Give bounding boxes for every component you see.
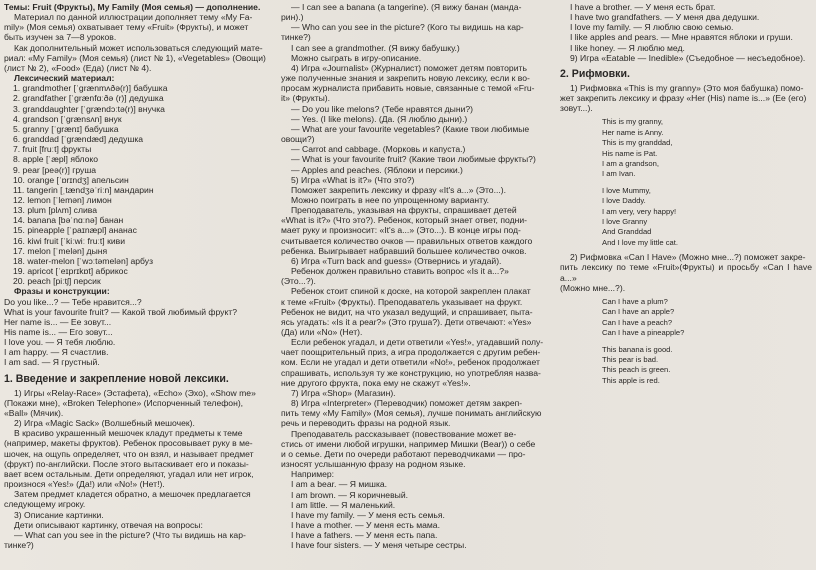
vocab-item: 15. pineapple [ˈpaɪnæpl] ананас	[13, 225, 137, 236]
poem-line: This pear is bad.	[602, 354, 659, 364]
text-line: I love my family. — Я люблю свою семью.	[570, 22, 734, 33]
poem-line: And Granddad	[602, 227, 652, 237]
text-line: произнося «Yes!» (Да!) или «No!» (Нет!).	[4, 479, 165, 490]
poem-line: I am a grandson,	[602, 159, 659, 169]
vocab-item: 13. plum [plʌm] слива	[13, 205, 98, 216]
poem-line: This is my granddad,	[602, 138, 673, 148]
text-line: чает поощрительный приз, а игра продолжается с другим ребен-	[281, 347, 541, 358]
text-line: 9) Игра «Eatable — Inedible» (Съедобное — несъедобное).	[570, 52, 806, 63]
text-line: шочек, на ощупь определяет, что он взял, и называет предмет	[4, 448, 254, 459]
poem-line: I am Ivan.	[602, 169, 636, 179]
text-line: I am brown. — Я коричневый.	[291, 489, 409, 500]
text-line: и о семье. Дети по очереди работают переводчиками — про-	[281, 448, 526, 459]
vocab-item: 10. orange [ˈɒrɪndʒ] апельсин	[13, 174, 129, 185]
vocab-item: 20. peach [piːtʃ] персик	[13, 276, 101, 287]
text-line: зовут...).	[560, 103, 593, 114]
vocab-item: 4. grandson [ˈgrænsʌn] внук	[13, 113, 122, 124]
text-line: износят услышанную фразу на родном языке.	[281, 459, 466, 470]
intro-line: Материал по данной иллюстрации дополняет тему «My Fa-	[14, 12, 253, 23]
intro-line: быть изучен за 7—8 уроков.	[4, 32, 117, 43]
text-line: тинке?)	[281, 32, 311, 43]
text-line: (фрукт) по-английски. После этого вытаскивает его и показы-	[4, 458, 249, 469]
vocab-item: 19. apricot [ˈeɪprɪkɒt] абрикос	[13, 266, 128, 277]
text-line: мает руку и произносит: «It's a...» (Это...). В конце игры под-	[281, 225, 521, 236]
text-line: — What are your favourite vegetables? (Какие твои любимые	[291, 123, 530, 134]
text-line: ребенка. Выигрывает набравший большее количество очков.	[281, 245, 527, 256]
poem-this-is-my-granny	[560, 117, 812, 248]
poem-line: His name is Pat.	[602, 148, 658, 158]
intro-line: (лист № 2), «Food» (Еда) (лист № 4).	[4, 62, 152, 73]
intro-line: Как дополнительный может использоваться следующий мате-	[14, 42, 263, 53]
text-line: I have a brother. — У меня есть брат.	[570, 2, 716, 12]
vocab-item: 2. grandfather [ˈgrænfɑːðə (r)] дедушка	[13, 93, 164, 104]
text-line: Преподаватель рассказывает (повествование может ве-	[291, 428, 517, 439]
text-line: овощи?)	[281, 134, 315, 145]
text-line: I have my family. — У меня есть семья.	[291, 509, 445, 520]
text-line: I am a bear. — Я мишка.	[291, 479, 388, 490]
vocab-item: 17. melon [ˈmelən] дыня	[13, 245, 108, 256]
vocab-item: 6. granddad [ˈgrændæd] дедушка	[13, 134, 144, 145]
poem-line: I love Granny	[602, 217, 648, 227]
poem-line: This banana is good.	[602, 344, 673, 354]
text-line: (Можно мне...?).	[560, 282, 626, 293]
text-line: пить лексику по теме «Fruit»(Фрукты) и просьбу «Can I have a...»	[560, 262, 812, 283]
phrases-list	[4, 297, 272, 368]
text-line: спрашивать, используя ту же конструкцию, но употребляя назва-	[281, 367, 541, 378]
text-line: ком. Если не угадал и дети ответили «No!», ребенок продолжает	[281, 357, 540, 368]
text-line: 5) Игра «What is it?» (Что это?)	[291, 174, 415, 185]
intro-block	[4, 2, 272, 73]
text-line: — Who can you see in the picture? (Кого ты видишь на кар-	[291, 22, 524, 33]
vocab-item: 7. fruit [fruːt] фрукты	[13, 144, 92, 155]
text-line: — Carrot and cabbage. (Морковь и капуста.)	[291, 144, 466, 155]
text-line: Если ребенок угадал, и дети ответили «Yes!», угадавший полу-	[291, 337, 544, 348]
text-line: 4) Игра «Journalist» (Журналист) поможет детям повторить	[291, 62, 527, 73]
intro-line: риал: «My Family» (Моя семья) (лист № 1), «Vegetables» (Овощи)	[4, 52, 266, 63]
phrases-heading: Фразы и конструкции:	[14, 286, 110, 297]
text-line: считывается количество очков — правильных ответов каждого	[281, 235, 533, 246]
column-left	[4, 2, 272, 550]
phrase-item: What is your favourite fruit? — Какой твой любимый фрукт?	[4, 306, 238, 317]
text-line: речь и переводить фразы на родной язык.	[281, 418, 451, 429]
text-line: Поможет закрепить лексику и фразу «It's a...» (Это...).	[291, 184, 507, 195]
text-line: — Apples and peaches. (Яблоки и персики.)	[291, 164, 463, 175]
text-line: вает всем остальным. Дети определяют, угадал или нет игрок,	[4, 468, 254, 479]
text-line: уже полученные знания и закрепить новую лексику, если к во-	[281, 73, 530, 84]
text-line: Можно поиграть в нее по упрощенному варианту.	[291, 194, 490, 205]
vocab-item: 11. tangerin [ˌtændʒəˈriːn] мандарин	[13, 184, 154, 195]
text-line: 3) Описание картинки.	[14, 509, 104, 520]
poem-line: Her name is Anny.	[602, 127, 664, 137]
text-line: 1) Игры «Relay-Race» (Эстафета), «Echo» (Эхо), «Show me»	[14, 387, 256, 398]
text-line: В красиво украшенный мешочек кладут предметы к теме	[14, 428, 243, 439]
text-line: I like apples and pears. — Мне нравятся яблоки и груши.	[570, 32, 793, 43]
text-line: — Do you like melons? (Тебе нравятся дыни?)	[291, 103, 474, 114]
poem-line: This is my granny,	[602, 117, 664, 127]
text-line: I like honey. — Я люблю мед.	[570, 42, 685, 53]
text-line: Затем предмет кладется обратно, а мешочек предлагается	[14, 489, 251, 500]
text-line: «Ball» (Мячик).	[4, 407, 64, 418]
poem-line: Can I have a plum?	[602, 296, 668, 306]
poem-line: I am very, very happy!	[602, 206, 677, 216]
text-line: жет закрепить лексику и фразу «Her (His) name is...» (Ее (его)	[560, 93, 807, 104]
text-line: рин).)	[281, 12, 304, 23]
text-line: Например:	[291, 469, 335, 480]
text-line: (Да) или «No» (Нет).	[281, 327, 363, 337]
poem-can-i-have	[560, 297, 812, 386]
column-right	[560, 2, 812, 386]
text-line: 7) Игра «Shop» (Магазин).	[291, 387, 396, 398]
text-line: I am little. — Я маленький.	[291, 499, 396, 510]
text-line: 1) Рифмовка «This is my granny» (Это моя бабушка) помо-	[570, 82, 804, 93]
text-line: «What is it?» (Что это?). Ребенок, который знает ответ, подни-	[281, 215, 527, 226]
phrase-item: I am happy. — Я счастлив.	[4, 347, 109, 358]
vocab-item: 9. pear [peə(r)] груша	[13, 164, 97, 175]
vocab-item: 5. granny [ˈgrænɪ] бабушка	[13, 123, 119, 134]
text-line: I have two grandfathers. — У меня два дедушки.	[570, 12, 760, 23]
section2-title: 2. Рифмовки.	[560, 67, 630, 80]
poem-line: This peach is green.	[602, 365, 671, 375]
text-line: Можно сыграть в игру-описание.	[291, 52, 422, 63]
vocab-item: 8. apple [ˈæpl] яблоко	[13, 154, 99, 165]
text-line: ясь угадать: «Is it a pear?» (Это груша?). Дети отвечают: «Yes»	[281, 316, 532, 327]
text-line: 6) Игра «Turn back and guess» (Отвернись и угадай).	[291, 255, 502, 266]
vocab-item: 1. grandmother [ˈgrænmʌðə(r)] бабушка	[13, 83, 168, 94]
text-line: Дети описывают картинку, отвечая на вопросы:	[14, 519, 203, 530]
phrase-item: His name is... — Его зовут...	[4, 327, 113, 337]
phrase-item: I love you. — Я тебя люблю.	[4, 337, 116, 348]
vocab-item: 3. granddaughter [ˈgrændɔːtə(r)] внучка	[13, 103, 165, 114]
phrase-item: Do you like...? — Тебе нравится...?	[4, 296, 142, 307]
text-line: 2) Игра «Magic Sack» (Волшебный мешочек).	[14, 418, 195, 429]
column-middle	[281, 2, 549, 550]
vocab-item: 14. banana [bəˈnɑːnə] банан	[13, 215, 124, 226]
text-line: ние другого фрукта, пока ему не скажут «Yes!».	[281, 377, 471, 388]
text-line: 8) Игра «Interpreter» (Переводчик) поможет детям закреп-	[291, 398, 523, 409]
vocab-item: 16. kiwi fruit [ˈkiːwiː fruːt] киви	[13, 235, 125, 246]
text-line: стись от имени любой игрушки, например Мишки (Bear)) о себе	[281, 438, 536, 449]
text-line: Ребенок стоит спиной к доске, на которой закреплен плакат	[291, 286, 531, 297]
lexical-heading: Лексический материал:	[14, 73, 115, 84]
text-line: I have a mother. — У меня есть мама.	[291, 519, 440, 530]
text-line: I can see a grandmother. (Я вижу бабушку.)	[291, 42, 460, 53]
text-line: Преподаватель, указывая на фрукты, спрашивает детей	[291, 205, 517, 216]
intro-line: mily» (Моя семья) охватывает тему «Fruit» (Фрукты), и может	[4, 22, 249, 33]
poem-line: I love Mummy,	[602, 185, 651, 195]
vocab-list	[4, 83, 272, 286]
phrase-item: I am sad. — Я грустный.	[4, 357, 100, 368]
text-line: — What is your favourite fruit? (Какие твои любимые фрукты?)	[291, 154, 536, 165]
text-line: тинке?)	[4, 539, 34, 550]
text-line: 2) Рифмовка «Can I Have» (Можно мне...?) поможет закре-	[570, 252, 806, 263]
vocab-item: 12. lemon [ˈlemən] лимон	[13, 194, 112, 205]
text-line: Ребенок должен правильно ставить вопрос «Is it a...?»	[291, 266, 509, 277]
text-line: it» (Фрукты).	[281, 93, 331, 104]
text-line: I have a fathers. — У меня есть папа.	[291, 530, 438, 541]
poem-line: Can I have a pineapple?	[602, 328, 685, 338]
poem-line: Can I have an apple?	[602, 307, 675, 317]
topics-line: Темы: Fruit (Фрукты), My Family (Моя семья) — дополнение.	[4, 2, 261, 12]
text-line: (Покажи мне), «Broken Telephone» (Испорченный телефон),	[4, 397, 244, 408]
text-line: (например, макеты фруктов). Ребенок просовывает руку в ме-	[4, 438, 253, 449]
text-line: следующему игроку.	[4, 499, 86, 510]
text-line: пить тему «My Family» (Моя семья), лучше понимать английскую	[281, 408, 542, 419]
vocab-item: 18. water-melon [ˈwɔːtəmelən] арбуз	[13, 255, 154, 266]
phrase-item: Her name is... — Ее зовут...	[4, 316, 112, 327]
text-line: к теме «Fruit» (Фрукты). Преподаватель указывает на фрукт.	[281, 296, 523, 307]
section1-title: 1. Введение и закрепление новой лексики.	[4, 372, 229, 385]
text-line: — Yes. (I like melons). (Да. (Я люблю дыни).)	[291, 113, 468, 124]
text-line: (Это...?).	[281, 276, 316, 287]
poem-line: And I love my little cat.	[602, 237, 678, 247]
text-line: Ребенок не видит, на что указал ведущий, и спрашивает, пыта-	[281, 306, 533, 317]
text-line: — I can see a banana (a tangerine). (Я вижу банан (манда-	[291, 2, 522, 12]
section1-body	[4, 388, 272, 551]
poem-line: This apple is red.	[602, 375, 660, 385]
text-line: просам журналиста прибавить новые, связанные с темой «Fru-	[281, 83, 535, 94]
text-line: I have four sisters. — У меня четыре сестры.	[291, 540, 467, 551]
poem-line: I love Daddy.	[602, 196, 646, 206]
poem-line: Can I have a peach?	[602, 317, 673, 327]
text-line: — What can you see in the picture? (Что ты видишь на кар-	[14, 529, 246, 540]
